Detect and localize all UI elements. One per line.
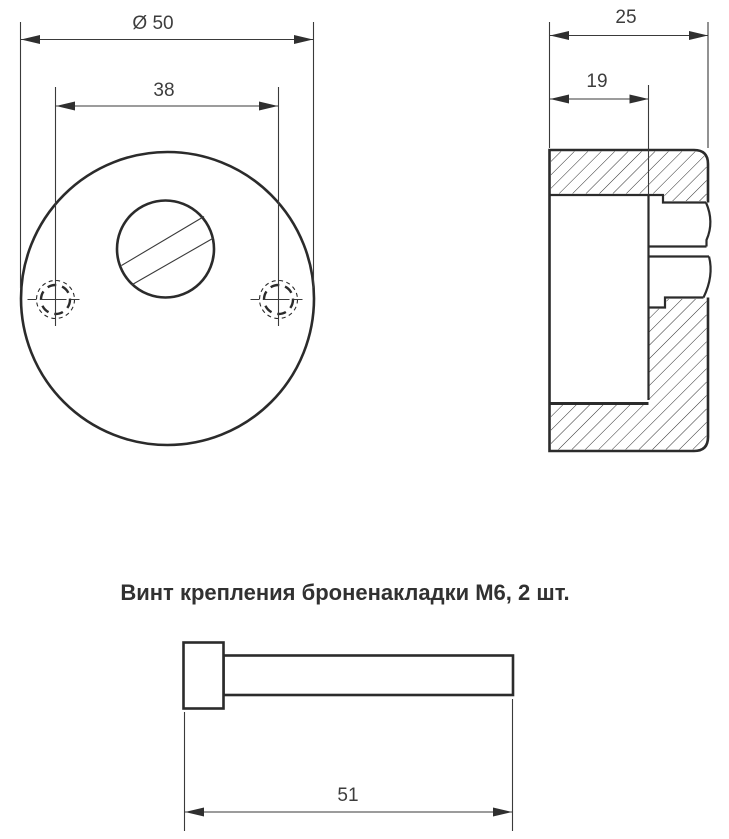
keyhole-opening-circle: [117, 201, 214, 298]
dim50-arrow-right: [294, 35, 313, 44]
dim50-arrow-left: [21, 35, 40, 44]
shutter-lower-bulge: [704, 257, 711, 298]
screw-view: [184, 643, 514, 832]
screw-caption: Винт крепления броненакладки М6, 2 шт.: [120, 580, 570, 605]
dimension-depth-25: [550, 7, 709, 148]
dim50-label: Ø 50: [132, 13, 174, 34]
dimension-hole-spacing-38: [56, 80, 279, 326]
keyhole-slot-line-2: [132, 238, 214, 285]
dimension-screw-length-51: [185, 699, 513, 831]
dimension-diameter-50: [21, 13, 314, 288]
dim51-arrow-left: [185, 808, 204, 817]
screw-head: [184, 643, 224, 709]
dim38-arrow-left: [56, 102, 75, 111]
side-section-view: [550, 7, 711, 451]
section-hatch-top: [551, 152, 707, 202]
dim25-arrow-left: [550, 31, 569, 40]
keyhole-slot-line-1: [122, 217, 205, 266]
dim25-label: 25: [615, 7, 637, 28]
dim38-arrow-right: [259, 102, 278, 111]
shutter-upper-bulge: [706, 203, 710, 247]
dim38-label: 38: [153, 80, 175, 101]
front-view: [21, 13, 315, 445]
dim19-arrow-right: [630, 95, 649, 104]
dim51-arrow-right: [493, 808, 512, 817]
dim19-arrow-left: [550, 95, 569, 104]
shutter-upper: [649, 203, 711, 247]
dim25-arrow-right: [689, 31, 708, 40]
dim19-label: 19: [586, 71, 608, 92]
dim51-label: 51: [337, 785, 359, 806]
section-hatch-bottom: [551, 299, 707, 450]
screw-shaft: [224, 656, 514, 696]
